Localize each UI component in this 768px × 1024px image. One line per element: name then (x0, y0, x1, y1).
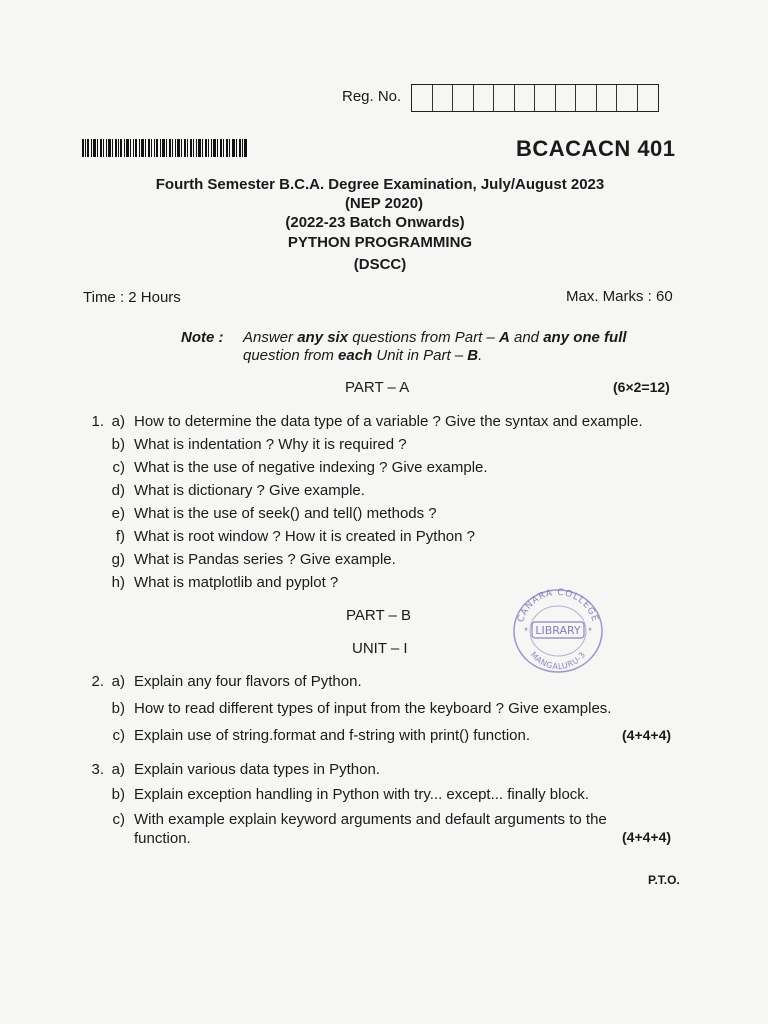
note-label: Note : (181, 329, 224, 346)
question-letter: g) (111, 551, 125, 568)
question-letter: f) (115, 528, 125, 545)
question-letter: c) (112, 459, 125, 476)
question-letter: a) (111, 413, 125, 430)
subject-name: PYTHON PROGRAMMING (287, 234, 473, 251)
question-text: What is root window ? How it is created in Python ? (134, 528, 475, 545)
part-a-title: PART – A (345, 379, 410, 396)
reg-no-label: Reg. No. (342, 88, 402, 105)
svg-text:MANGALURU-3: MANGALURU-3 (528, 650, 588, 672)
question-text: Explain various data types in Python. (134, 761, 380, 778)
exam-time: Time : 2 Hours (83, 289, 181, 306)
note-text: Answer any six questions from Part – A and any one full question from each Unit in Part – B. (243, 329, 627, 364)
subject-type: (DSCC) (353, 256, 407, 273)
question-text: What is dictionary ? Give example. (134, 482, 365, 499)
svg-text:CANARA COLLEGE: CANARA COLLEGE (516, 587, 600, 624)
question-text: What is matplotlib and pyplot ? (134, 574, 339, 591)
question-letter: d) (111, 482, 125, 499)
question-letter: c) (112, 727, 125, 744)
question-letter: e) (111, 505, 125, 522)
part-a-marks: (6×2=12) (613, 379, 670, 395)
question-letter: h) (111, 574, 125, 591)
question-text: How to read different types of input from the keyboard ? Give examples. (134, 700, 612, 717)
svg-text:*: * (524, 626, 528, 636)
question-text: Explain any four flavors of Python. (134, 673, 362, 690)
question-text: What is the use of negative indexing ? Give example. (134, 459, 488, 476)
question-text: With example explain keyword arguments and default arguments to the (134, 811, 607, 828)
part-b-title: PART – B (346, 607, 412, 624)
question-marks: (4+4+4) (622, 727, 672, 743)
question-letter: c) (112, 811, 125, 828)
paper-code: BCACACN 401 (516, 136, 676, 161)
question-number: 2. (91, 673, 104, 690)
question-text: Explain use of string.format and f-string with print() function. (134, 727, 531, 744)
reg-no-boxes (411, 84, 659, 112)
library-stamp (508, 583, 608, 675)
unit-title: UNIT – I (352, 640, 408, 657)
question-letter: b) (111, 786, 125, 803)
exam-title: Fourth Semester B.C.A. Degree Examination, July/August 2023 (155, 176, 605, 193)
max-marks: Max. Marks : 60 (566, 288, 673, 305)
pto-label: P.T.O. (648, 873, 680, 887)
svg-text:LIBRARY: LIBRARY (535, 624, 581, 637)
exam-batch: (2022-23 Batch Onwards) (285, 214, 465, 231)
question-text: What is indentation ? Why it is required ? (134, 436, 407, 453)
question-text: Explain exception handling in Python with try... except... finally block. (134, 786, 589, 803)
barcode (82, 139, 247, 157)
question-number: 1. (91, 413, 104, 430)
question-letter: a) (111, 761, 125, 778)
question-text: What is the use of seek() and tell() methods ? (134, 505, 437, 522)
question-text: How to determine the data type of a variable ? Give the syntax and example. (134, 413, 643, 430)
question-text-cont: function. (134, 830, 191, 847)
question-letter: a) (111, 673, 125, 690)
question-letter: b) (111, 700, 125, 717)
question-letter: b) (111, 436, 125, 453)
question-text: What is Pandas series ? Give example. (134, 551, 396, 568)
question-marks: (4+4+4) (622, 829, 672, 845)
exam-scheme: (NEP 2020) (344, 195, 424, 212)
svg-text:*: * (588, 626, 592, 636)
question-number: 3. (91, 761, 104, 778)
